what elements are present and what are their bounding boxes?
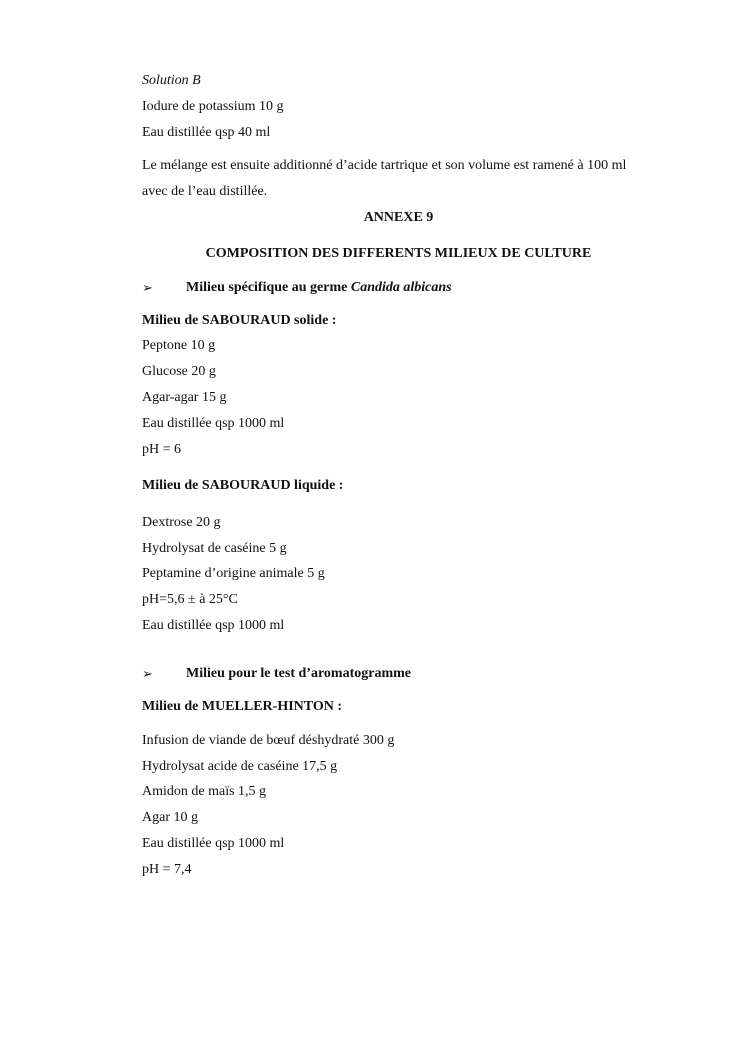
sabouraud-solide-line-1: Peptone 10 g (142, 338, 216, 353)
sabouraud-liquide-line-4: pH=5,6 ± à 25°C (142, 592, 238, 607)
bullet-arrow-icon: ➢ (142, 280, 153, 295)
solution-b-paragraph-line-1: Le mélange est ensuite additionné d’acide tartrique et son volume est ramené à 100 ml (142, 158, 627, 173)
mueller-hinton-line-2: Hydrolysat acide de caséine 17,5 g (142, 759, 338, 774)
section-1-heading (186, 279, 452, 297)
annexe-heading: COMPOSITION DES DIFFERENTS MILIEUX DE CULTURE (205, 246, 592, 261)
solution-b-line-1: Iodure de potassium 10 g (142, 99, 284, 114)
sabouraud-solide-title: Milieu de SABOURAUD solide : (142, 313, 337, 328)
sabouraud-solide-line-3: Agar-agar 15 g (142, 390, 227, 405)
mueller-hinton-title: Milieu de MUELLER-HINTON : (142, 699, 343, 714)
solution-b-title: Solution B (142, 73, 201, 88)
section-1-label-species: Candida albicans (350, 280, 452, 295)
sabouraud-liquide-line-2: Hydrolysat de caséine 5 g (142, 541, 287, 556)
mueller-hinton-line-3: Amidon de maïs 1,5 g (142, 784, 267, 799)
annexe-title: ANNEXE 9 (363, 210, 434, 225)
mueller-hinton-line-4: Agar 10 g (142, 810, 198, 825)
mueller-hinton-line-5: Eau distillée qsp 1000 ml (142, 836, 285, 851)
bullet-arrow-icon: ➢ (142, 666, 153, 681)
solution-b-line-2: Eau distillée qsp 40 ml (142, 125, 271, 140)
sabouraud-solide-line-4: Eau distillée qsp 1000 ml (142, 416, 285, 431)
section-1-label: Milieu spécifique au germe (186, 280, 351, 295)
sabouraud-liquide-line-1: Dextrose 20 g (142, 515, 221, 530)
sabouraud-solide-line-5: pH = 6 (142, 442, 182, 457)
mueller-hinton-line-6: pH = 7,4 (142, 862, 192, 877)
solution-b-paragraph-line-2: avec de l’eau distillée. (142, 184, 268, 199)
section-2-heading: Milieu pour le test d’aromatogramme (186, 666, 411, 681)
sabouraud-liquide-line-3: Peptamine d’origine animale 5 g (142, 566, 325, 581)
sabouraud-liquide-title: Milieu de SABOURAUD liquide : (142, 478, 344, 493)
sabouraud-liquide-line-5: Eau distillée qsp 1000 ml (142, 618, 285, 633)
sabouraud-solide-line-2: Glucose 20 g (142, 364, 216, 379)
mueller-hinton-line-1: Infusion de viande de bœuf déshydraté 300 g (142, 733, 395, 748)
